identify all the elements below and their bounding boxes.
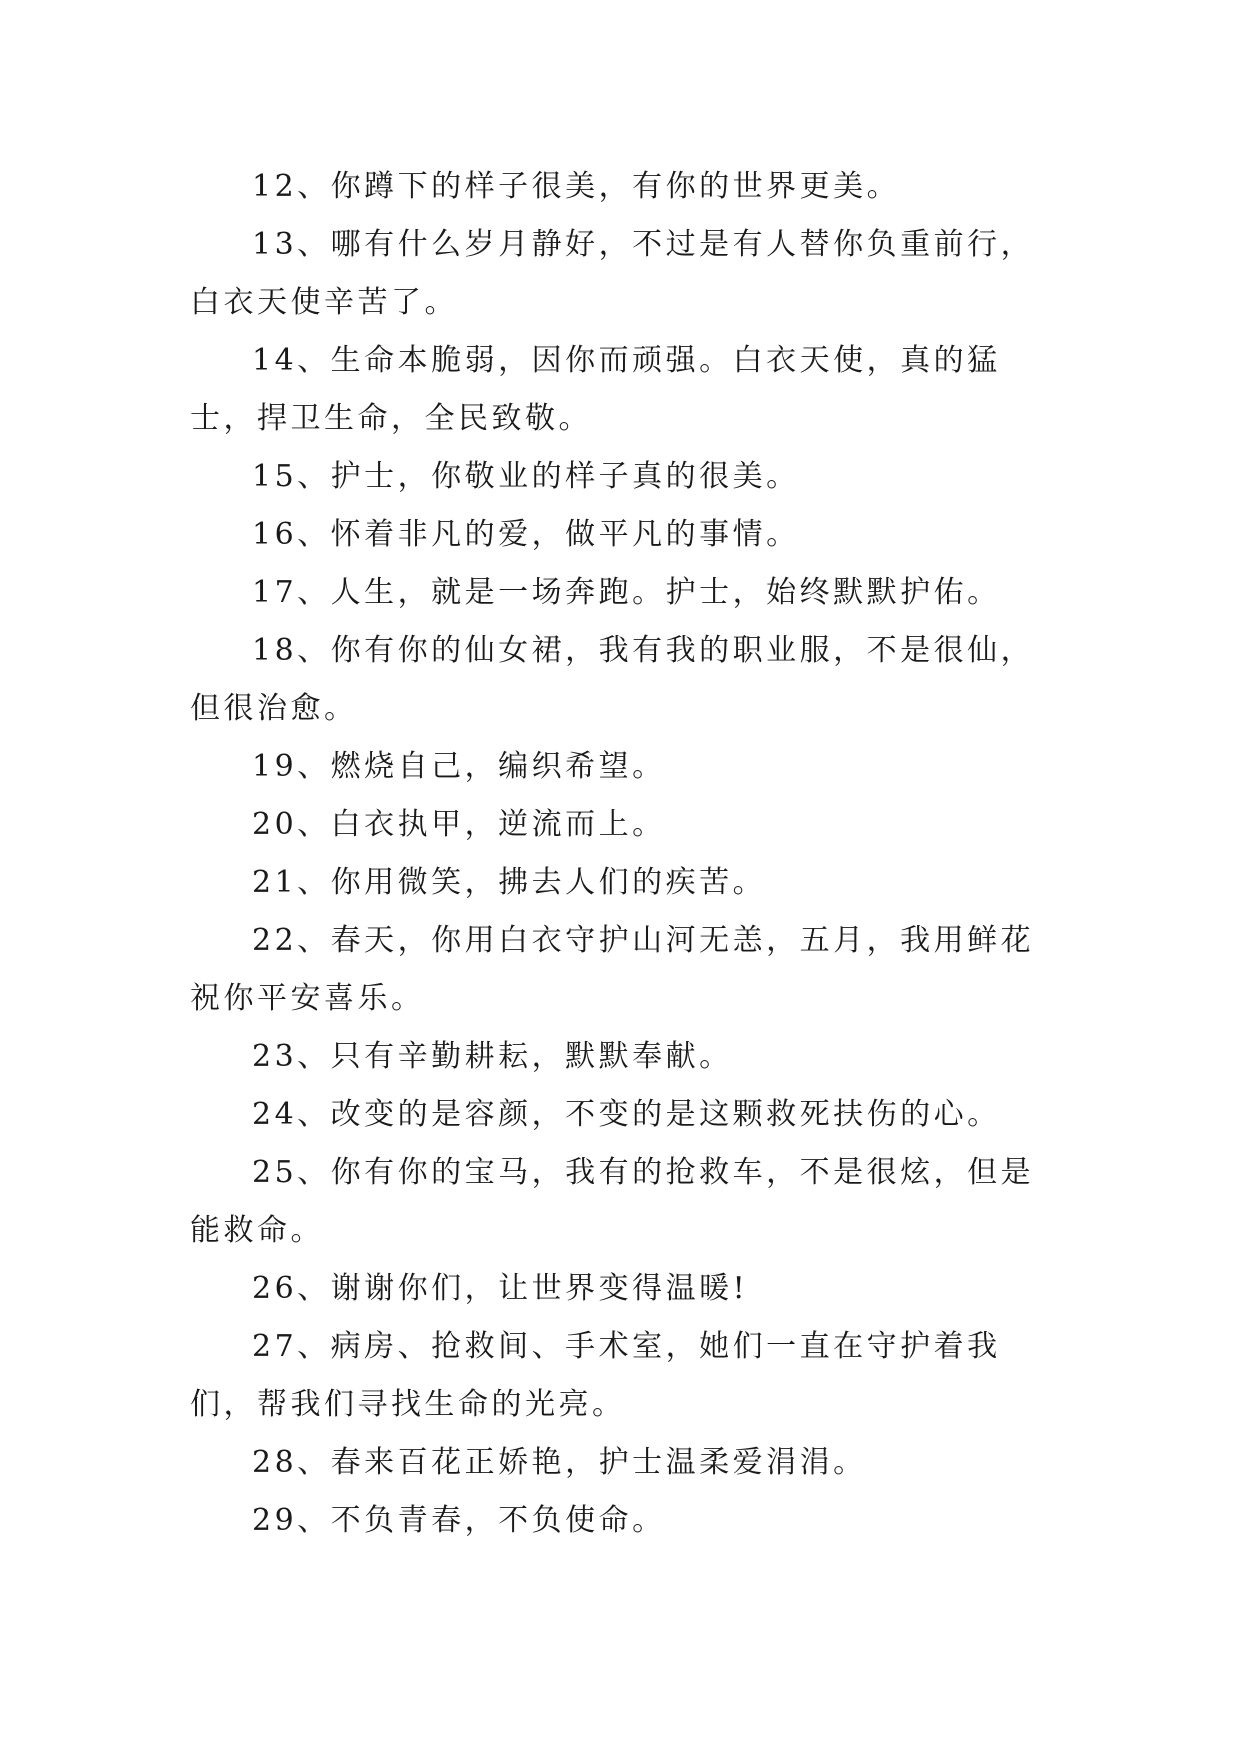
paragraph-20: 20、白衣执甲，逆流而上。: [252, 807, 666, 842]
document-body: [190, 158, 1050, 1550]
paragraph-19: 19、燃烧自己，编织希望。: [252, 749, 666, 784]
paragraph-26: 26、谢谢你们，让世界变得温暖!: [252, 1271, 749, 1306]
paragraph-17: 17、人生，就是一场奔跑。护士，始终默默护佑。: [252, 575, 1001, 610]
paragraph-27: 27、病房、抢救间、手术室，她们一直在守护着我们，帮我们寻找生命的光亮。: [190, 1329, 1001, 1422]
paragraph-13: 13、哪有什么岁月静好，不过是有人替你负重前行，白衣天使辛苦了。: [190, 227, 1035, 320]
paragraph-21: 21、你用微笑，拂去人们的疾苦。: [252, 865, 767, 900]
paragraph-24: 24、改变的是容颜，不变的是这颗救死扶伤的心。: [252, 1097, 1001, 1132]
paragraph-28: 28、春来百花正娇艳，护士温柔爱涓涓。: [252, 1445, 867, 1480]
paragraph-22: 22、春天，你用白衣守护山河无恙，五月，我用鲜花祝你平安喜乐。: [190, 923, 1035, 1016]
paragraph-15: 15、护士，你敬业的样子真的很美。: [252, 459, 800, 494]
paragraph-12: 12、你蹲下的样子很美，有你的世界更美。: [252, 169, 901, 204]
paragraph-16: 16、怀着非凡的爱，做平凡的事情。: [252, 517, 800, 552]
paragraph-23: 23、只有辛勤耕耘，默默奉献。: [252, 1039, 733, 1074]
paragraph-18: 18、你有你的仙女裙，我有我的职业服，不是很仙，但很治愈。: [190, 633, 1035, 726]
paragraph-25: 25、你有你的宝马，我有的抢救车，不是很炫，但是能救命。: [190, 1155, 1035, 1248]
paragraph-29: 29、不负青春，不负使命。: [252, 1503, 666, 1538]
paragraph-14: 14、生命本脆弱，因你而顽强。白衣天使，真的猛士，捍卫生命，全民致敬。: [190, 343, 1001, 436]
